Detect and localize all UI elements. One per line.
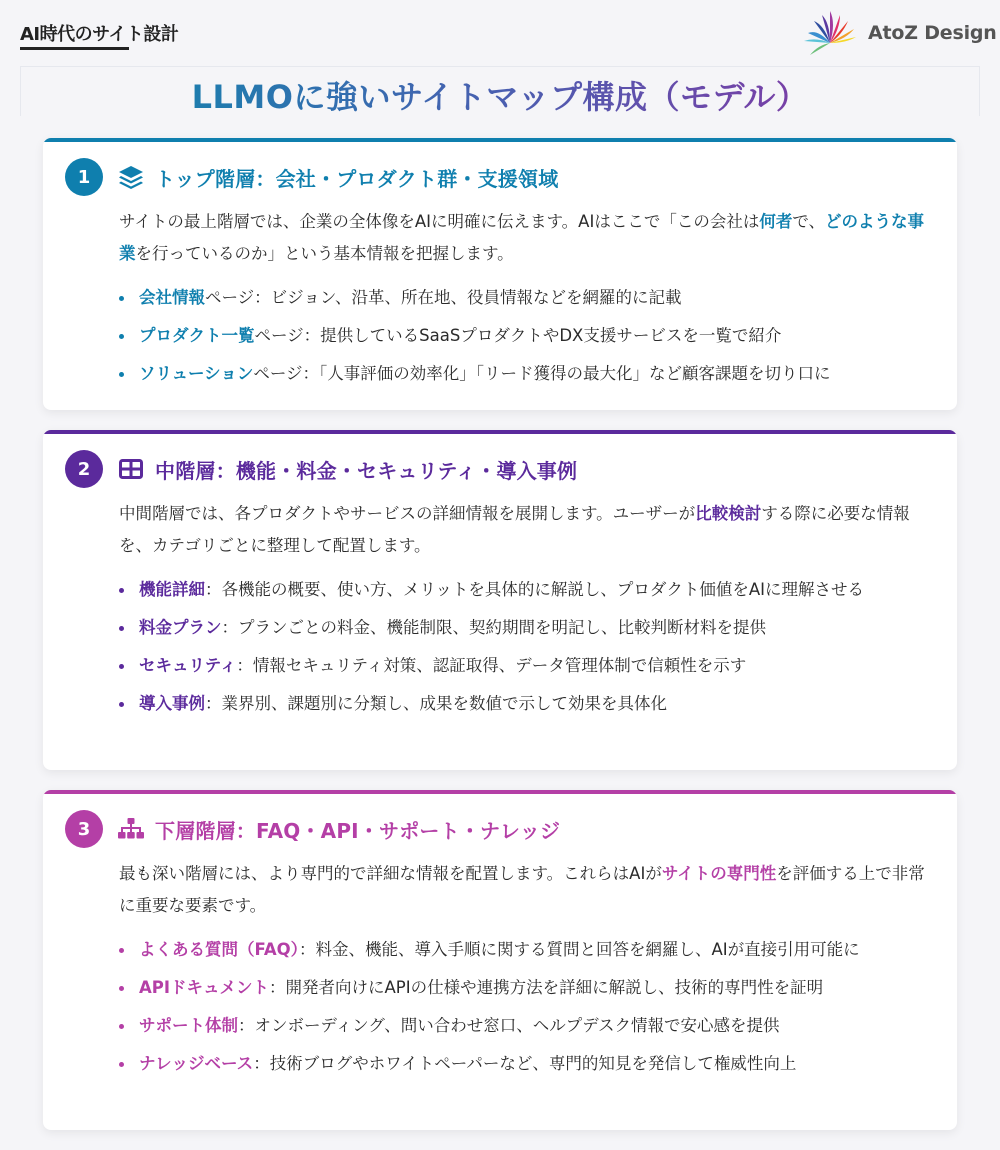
bullet-icon [119,626,124,631]
series-title-underline [20,47,129,50]
section-card-middle-level [43,430,957,770]
accent-bar [43,430,957,434]
series-title: AI時代のサイト設計 [20,24,179,45]
list-item: よくある質問（FAQ）：料金、機能、導入手順に関する質問と回答を網羅し、AIが直接引用可能に [119,934,937,966]
section-title: 中階層：機能・料金・セキュリティ・導入事例 [155,458,578,483]
logo [800,8,997,58]
bullet-icon [119,702,124,707]
list-item: サポート体制：オンボーディング、問い合わせ窓口、ヘルプデスク情報で安心感を提供 [119,1010,937,1042]
sitemap-icon [117,815,145,843]
section-header [65,450,577,488]
section-body [119,206,937,396]
section-header [65,810,560,848]
section-lead: 中間階層では、各プロダクトやサービスの詳細情報を展開します。ユーザーが比較検討する際に必要な情報を、カテゴリごとに整理して配置します。 [119,504,910,555]
bullet-icon [119,588,124,593]
section-title: トップ階層：会社・プロダクト群・支援領域 [155,166,559,191]
list-item: セキュリティ：情報セキュリティ対策、認証取得、データ管理体制で信頼性を示す [119,650,937,682]
list-item: 料金プラン：プランごとの料金、機能制限、契約期間を明記し、比較判断材料を提供 [119,612,937,644]
page-title: LLMOに強いサイトマップ構成（モデル） [191,78,809,116]
bullet-icon [119,1024,124,1029]
bullet-icon [119,334,124,339]
section-body [119,498,937,726]
grid-icon [117,455,145,483]
layers-icon [117,163,145,191]
section-lead: サイトの最上階層では、企業の全体像をAIに明確に伝えます。AIはここで「この会社は何者で、どのような事業を行っているのか」という基本情報を把握します。 [119,212,925,263]
bullet-icon [119,1062,124,1067]
section-list [119,934,937,1080]
section-number-badge: 2 [65,450,103,488]
section-title: 下層階層：FAQ・API・サポート・ナレッジ [155,818,561,843]
list-item: 機能詳細：各機能の概要、使い方、メリットを具体的に解説し、プロダクト価値をAIに理解させる [119,574,937,606]
section-card-lower-level [43,790,957,1130]
bullet-icon [119,948,124,953]
lotus-logo-icon [800,9,860,57]
list-item: 会社情報ページ：ビジョン、沿革、所在地、役員情報などを網羅的に記載 [119,282,937,314]
section-card-top-level [43,138,957,410]
accent-bar [43,138,957,142]
section-number-badge: 1 [65,158,103,196]
section-list [119,574,937,720]
list-item: ソリューションページ：「人事評価の効率化」「リード獲得の最大化」など顧客課題を切り口に [119,358,937,390]
logo-text: AtoZ Design [868,22,997,44]
bullet-icon [119,664,124,669]
bullet-icon [119,986,124,991]
section-body [119,858,937,1086]
section-number-badge: 3 [65,810,103,848]
section-header [65,158,558,196]
section-lead: 最も深い階層には、より専門的で詳細な情報を配置します。これらはAIがサイトの専門性を評価する上で非常に重要な要素です。 [119,864,925,915]
list-item: APIドキュメント：開発者向けにAPIの仕様や連携方法を詳細に解説し、技術的専門性を証明 [119,972,937,1004]
list-item: 導入事例：業界別、課題別に分類し、成果を数値で示して効果を具体化 [119,688,937,720]
bullet-icon [119,372,124,377]
accent-bar [43,790,957,794]
header [0,0,1000,60]
list-item: プロダクト一覧ページ：提供しているSaaSプロダクトやDX支援サービスを一覧で紹介 [119,320,937,352]
list-item: ナレッジベース：技術ブログやホワイトペーパーなど、専門的知見を発信して権威性向上 [119,1048,937,1080]
section-list [119,282,937,390]
bullet-icon [119,296,124,301]
